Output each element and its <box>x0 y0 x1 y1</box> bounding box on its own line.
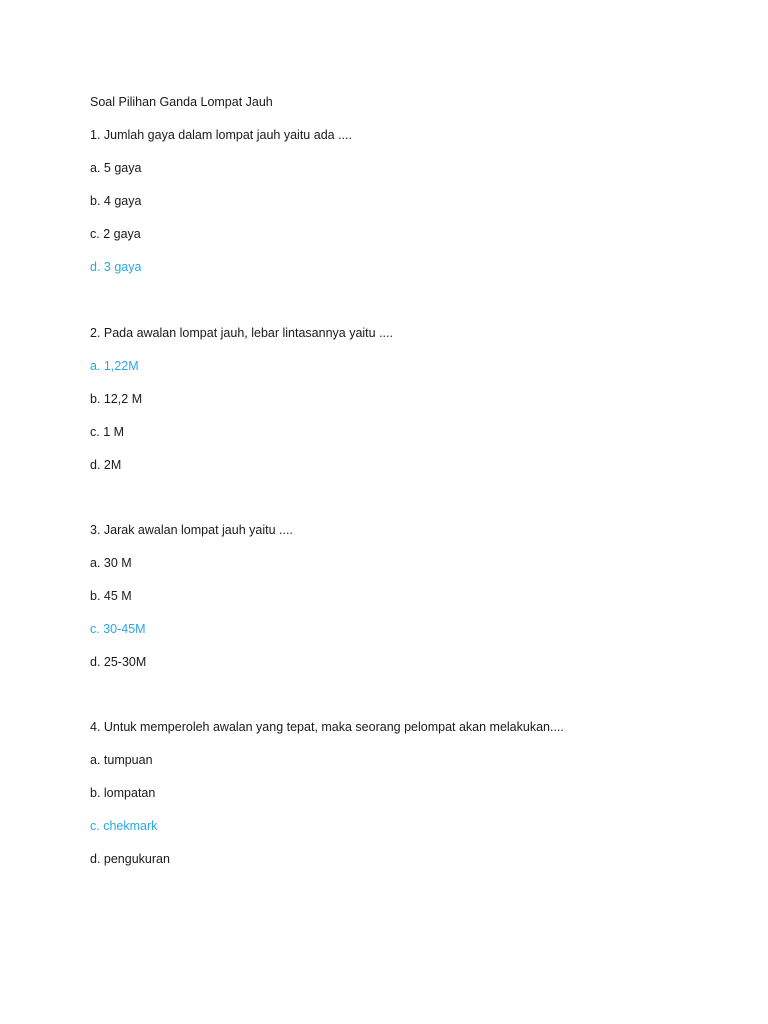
question-3: 3. Jarak awalan lompat jauh yaitu .... <box>90 523 293 537</box>
question-1: 1. Jumlah gaya dalam lompat jauh yaitu ada .... <box>90 128 352 142</box>
question-4-option-b: b. lompatan <box>90 786 156 800</box>
question-2-option-d: d. 2M <box>90 458 122 472</box>
question-2: 2. Pada awalan lompat jauh, lebar lintasannya yaitu .... <box>90 326 393 340</box>
question-3-option-c-answer: c. 30-45M <box>90 622 146 636</box>
question-3-option-d: d. 25-30M <box>90 655 147 669</box>
question-1-option-a: a. 5 gaya <box>90 161 142 175</box>
question-2-option-c: c. 1 M <box>90 425 125 439</box>
question-4-option-c-answer: c. chekmark <box>90 819 158 833</box>
question-2-option-a-answer: a. 1,22M <box>90 359 139 373</box>
question-1-option-d-answer: d. 3 gaya <box>90 260 142 274</box>
question-3-option-b: b. 45 M <box>90 589 132 603</box>
question-4-option-a: a. tumpuan <box>90 753 153 767</box>
question-4-option-d: d. pengukuran <box>90 852 170 866</box>
document-title: Soal Pilihan Ganda Lompat Jauh <box>90 95 273 109</box>
question-2-option-b: b. 12,2 M <box>90 392 143 406</box>
question-1-option-b: b. 4 gaya <box>90 194 142 208</box>
question-1-option-c: c. 2 gaya <box>90 227 141 241</box>
question-3-option-a: a. 30 M <box>90 556 132 570</box>
question-4: 4. Untuk memperoleh awalan yang tepat, maka seorang pelompat akan melakukan.... <box>90 720 564 734</box>
